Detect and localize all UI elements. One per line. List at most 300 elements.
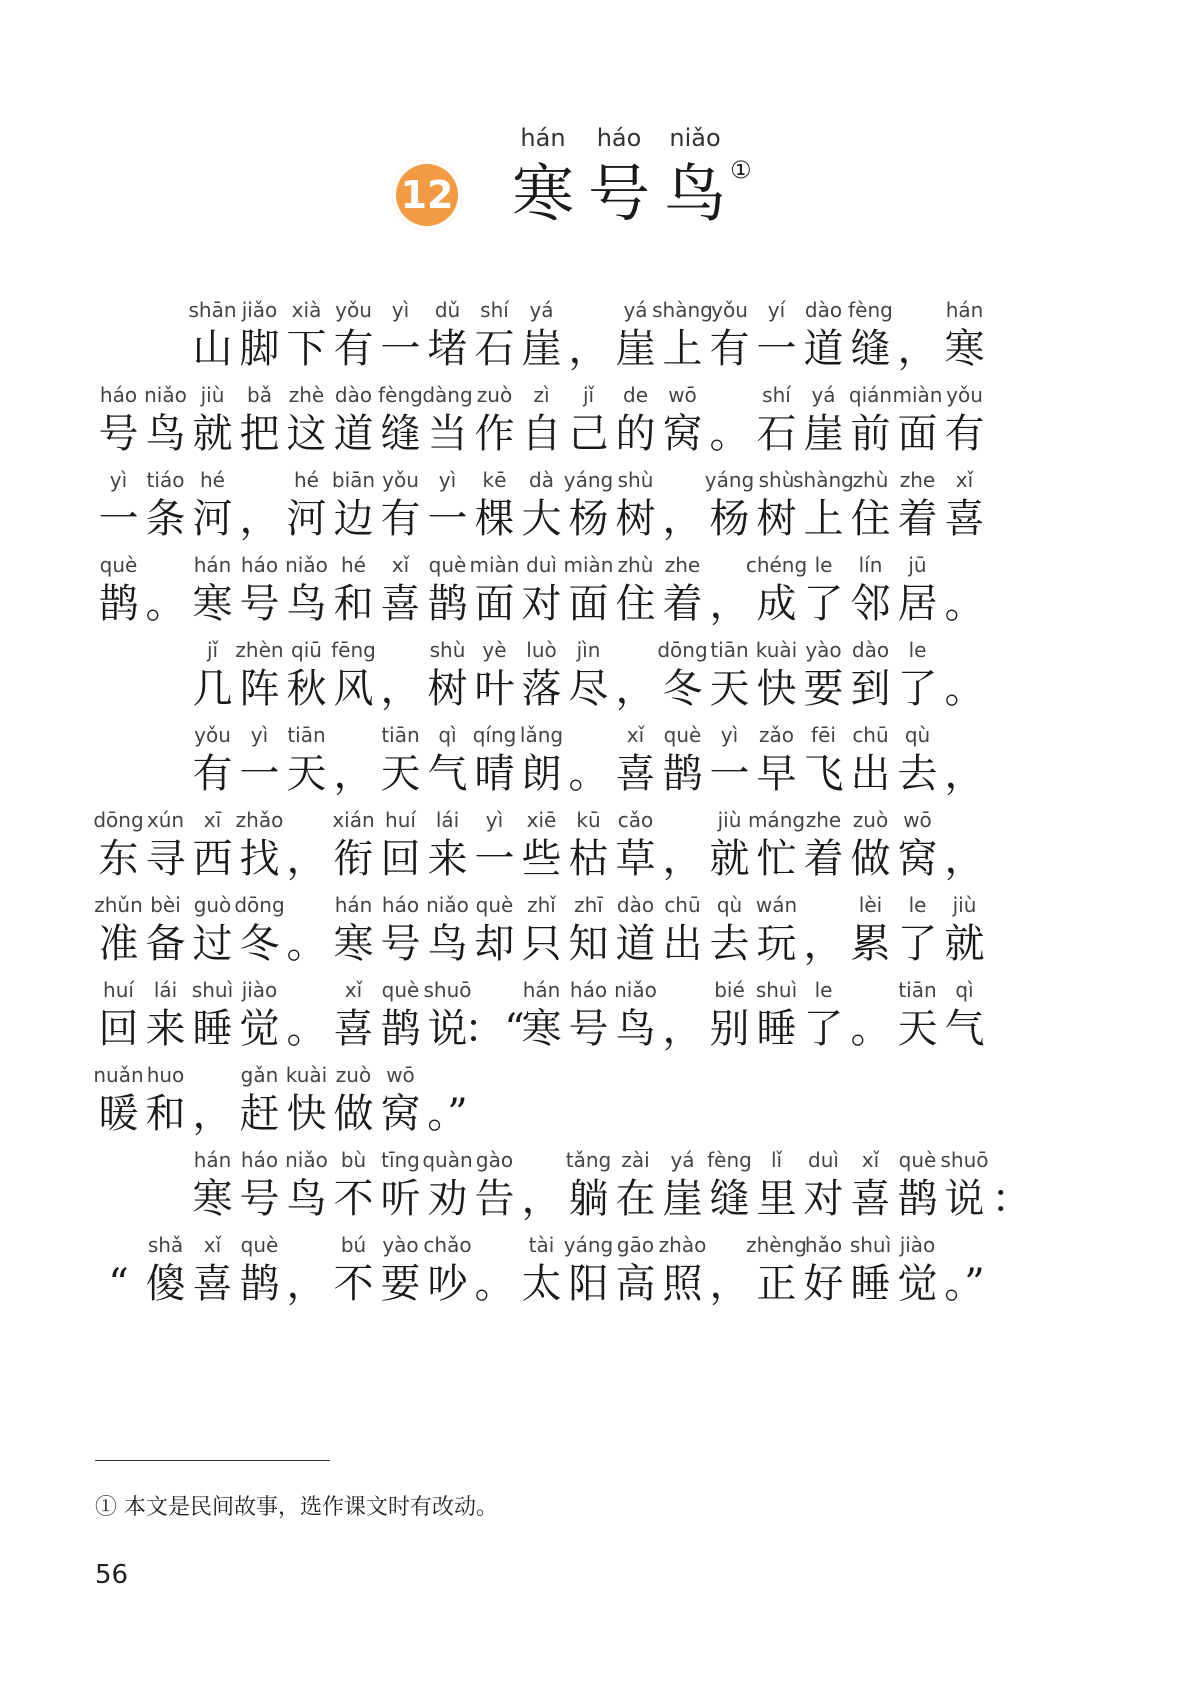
char-cell xyxy=(236,295,283,373)
hanzi: 棵 xyxy=(474,496,515,542)
hanzi: 道 xyxy=(615,921,656,967)
pinyin: yì xyxy=(485,808,504,832)
char-cell xyxy=(612,380,659,458)
char-cell xyxy=(330,720,377,798)
hanzi: 出 xyxy=(662,921,703,967)
char-cell xyxy=(753,380,800,458)
pinyin: què xyxy=(898,1148,937,1172)
pinyin: huí xyxy=(103,978,134,1002)
char-cell xyxy=(142,1230,189,1308)
pinyin: nuǎn xyxy=(93,1063,144,1087)
pinyin: duì xyxy=(526,553,557,577)
char-cell xyxy=(377,720,424,798)
hanzi: “ xyxy=(108,1261,129,1307)
pinyin: miàn xyxy=(469,553,520,577)
hanzi: 河 xyxy=(192,496,233,542)
title-char xyxy=(581,120,657,232)
pinyin: xǐ xyxy=(861,1148,880,1172)
hanzi: 了 xyxy=(803,1006,844,1052)
hanzi: 暖 xyxy=(98,1091,139,1137)
pinyin: shí xyxy=(480,298,509,322)
char-cell xyxy=(424,465,471,543)
hanzi: 说 xyxy=(427,1006,468,1052)
hanzi: 大 xyxy=(521,496,562,542)
pinyin: háo xyxy=(381,893,420,917)
pinyin: dào xyxy=(616,893,655,917)
hanzi: 缝 xyxy=(380,411,421,457)
char-cell xyxy=(800,295,847,373)
hanzi: ， xyxy=(803,921,844,967)
char-cell xyxy=(847,295,894,373)
hanzi: 树 xyxy=(615,496,656,542)
char-cell xyxy=(283,550,330,628)
char-cell xyxy=(189,1060,236,1138)
pinyin: bèi xyxy=(150,893,181,917)
pinyin: hán xyxy=(193,553,232,577)
hanzi: 。” xyxy=(427,1091,468,1137)
pinyin: tiáo xyxy=(146,468,185,492)
hanzi: 崖 xyxy=(803,411,844,457)
hanzi: ， xyxy=(944,836,985,882)
char-cell xyxy=(659,805,706,883)
hanzi: 早 xyxy=(756,751,797,797)
title-hanzi: 寒 xyxy=(511,157,574,230)
hanzi: 边 xyxy=(333,496,374,542)
char-cell xyxy=(706,720,753,798)
pinyin: wō xyxy=(668,383,697,407)
char-cell xyxy=(424,295,471,373)
char-cell xyxy=(746,1230,807,1308)
char-cell xyxy=(565,550,612,628)
hanzi: 寒 xyxy=(192,581,233,627)
hanzi: 来 xyxy=(427,836,468,882)
pinyin: xǐ xyxy=(344,978,363,1002)
char-cell xyxy=(283,1145,330,1223)
hanzi: ， xyxy=(709,581,750,627)
pinyin: hé xyxy=(200,468,225,492)
pinyin: jiǎo xyxy=(241,298,278,322)
hanzi: 了 xyxy=(897,666,938,712)
char-cell xyxy=(565,720,612,798)
char-cell xyxy=(95,890,142,968)
pinyin: yì xyxy=(109,468,128,492)
pinyin: le xyxy=(908,638,927,662)
hanzi: 觉 xyxy=(897,1261,938,1307)
hanzi: 听 xyxy=(380,1176,421,1222)
hanzi: 住 xyxy=(615,581,656,627)
footnote-marker: ① xyxy=(730,156,752,184)
pinyin: shān xyxy=(188,298,237,322)
hanzi: 喜 xyxy=(944,496,985,542)
title-char xyxy=(657,120,733,232)
hanzi: 这 xyxy=(286,411,327,457)
char-cell xyxy=(424,380,471,458)
char-cell xyxy=(283,635,330,713)
char-cell xyxy=(142,380,189,458)
char-cell xyxy=(706,380,753,458)
pinyin: shù xyxy=(617,468,654,492)
pinyin: jiù xyxy=(952,893,977,917)
hanzi: 鸟 xyxy=(427,921,468,967)
hanzi: 号 xyxy=(239,1176,280,1222)
hanzi: 草 xyxy=(615,836,656,882)
char-cell xyxy=(142,550,189,628)
pinyin: zuò xyxy=(852,808,889,832)
char-cell xyxy=(659,465,706,543)
hanzi: 风 xyxy=(333,666,374,712)
pinyin: zhī xyxy=(574,893,603,917)
hanzi: 。 xyxy=(709,411,750,457)
hanzi: 叶 xyxy=(474,666,515,712)
pinyin: kuài xyxy=(755,638,798,662)
pinyin: chū xyxy=(852,723,889,747)
pinyin: fèng xyxy=(848,298,893,322)
pinyin: zhèn xyxy=(235,638,284,662)
char-cell xyxy=(747,805,806,883)
hanzi: 。 xyxy=(286,1006,327,1052)
pinyin: zhù xyxy=(852,468,889,492)
pinyin: què xyxy=(475,893,514,917)
hanzi: 崖 xyxy=(662,1176,703,1222)
char-cell xyxy=(236,890,283,968)
pinyin: yì xyxy=(438,468,457,492)
pinyin: zì xyxy=(533,383,550,407)
pinyin: shù xyxy=(429,638,466,662)
hanzi: 号 xyxy=(380,921,421,967)
hanzi: 。 xyxy=(944,581,985,627)
pinyin: hán xyxy=(193,1148,232,1172)
char-cell xyxy=(894,635,941,713)
hanzi: 和 xyxy=(145,1091,186,1137)
pinyin: fèng xyxy=(378,383,423,407)
hanzi: 回 xyxy=(380,836,421,882)
char-cell xyxy=(283,1230,330,1308)
hanzi: 树 xyxy=(756,496,797,542)
text-line xyxy=(95,465,988,543)
hanzi: 准 xyxy=(98,921,139,967)
hanzi: 前 xyxy=(850,411,891,457)
char-cell xyxy=(518,720,565,798)
hanzi: 好 xyxy=(803,1261,844,1307)
char-cell xyxy=(236,1060,283,1138)
char-cell xyxy=(753,635,800,713)
hanzi: 鸟 xyxy=(286,581,327,627)
pinyin: xiē xyxy=(526,808,557,832)
text-line xyxy=(95,805,988,883)
hanzi: 一 xyxy=(756,326,797,372)
hanzi: 却 xyxy=(474,921,515,967)
char-cell xyxy=(894,720,941,798)
char-cell xyxy=(283,380,330,458)
pinyin: yá xyxy=(811,383,836,407)
char-cell xyxy=(753,1145,800,1223)
char-cell xyxy=(377,805,424,883)
pinyin: xià xyxy=(291,298,322,322)
pinyin: yá xyxy=(529,298,554,322)
char-cell xyxy=(471,380,518,458)
pinyin: què xyxy=(381,978,420,1002)
hanzi: 窝 xyxy=(662,411,703,457)
pinyin: shuō xyxy=(423,978,472,1002)
text-line xyxy=(95,550,988,628)
hanzi: 快 xyxy=(756,666,797,712)
char-cell xyxy=(659,975,706,1053)
pinyin: tīng xyxy=(381,1148,420,1172)
hanzi: 晴 xyxy=(474,751,515,797)
char-cell xyxy=(612,975,659,1053)
pinyin: yǒu xyxy=(711,298,748,322)
char-cell xyxy=(189,1145,236,1223)
text-line xyxy=(95,890,988,968)
hanzi: 树 xyxy=(427,666,468,712)
pinyin: zhe xyxy=(899,468,936,492)
pinyin: shuì xyxy=(191,978,234,1002)
pinyin: bù xyxy=(340,1148,367,1172)
char-cell xyxy=(424,1060,471,1138)
char-cell xyxy=(471,550,518,628)
hanzi: 和 xyxy=(333,581,374,627)
pinyin: zuò xyxy=(476,383,513,407)
text-line xyxy=(189,635,988,713)
char-cell xyxy=(377,380,424,458)
pinyin: le xyxy=(814,553,833,577)
hanzi: 就 xyxy=(709,836,750,882)
hanzi: 做 xyxy=(850,836,891,882)
pinyin: yá xyxy=(623,298,648,322)
title-characters xyxy=(505,120,733,232)
char-cell xyxy=(753,975,800,1053)
pinyin: dōng xyxy=(93,808,144,832)
pinyin: qíng xyxy=(472,723,517,747)
pinyin: lǐ xyxy=(770,1148,783,1172)
char-cell xyxy=(847,1230,894,1308)
pinyin: què xyxy=(428,553,467,577)
hanzi: 窝 xyxy=(897,836,938,882)
char-cell xyxy=(330,1145,377,1223)
char-cell xyxy=(800,720,847,798)
hanzi: 鹊 xyxy=(662,751,703,797)
hanzi: 傻 xyxy=(145,1261,186,1307)
hanzi: 高 xyxy=(615,1261,656,1307)
pinyin: yáng xyxy=(704,468,755,492)
char-cell xyxy=(471,635,518,713)
pinyin: huo xyxy=(146,1063,185,1087)
hanzi: 里 xyxy=(756,1176,797,1222)
char-cell xyxy=(565,295,612,373)
char-cell xyxy=(471,465,518,543)
hanzi: 阳 xyxy=(568,1261,609,1307)
char-cell xyxy=(565,1145,612,1223)
pinyin: luò xyxy=(526,638,557,662)
char-cell xyxy=(518,805,565,883)
pinyin: tiān xyxy=(381,723,420,747)
char-cell xyxy=(236,805,283,883)
char-cell xyxy=(518,1230,565,1308)
pinyin: dà xyxy=(529,468,554,492)
char-cell xyxy=(894,805,941,883)
pinyin: gāo xyxy=(616,1233,655,1257)
pinyin: fēng xyxy=(331,638,376,662)
hanzi: 去 xyxy=(709,921,750,967)
char-cell xyxy=(565,890,612,968)
hanzi: 天 xyxy=(286,751,327,797)
char-cell xyxy=(95,805,142,883)
char-cell xyxy=(518,465,565,543)
pinyin: zài xyxy=(621,1148,650,1172)
hanzi: 告 xyxy=(474,1176,515,1222)
hanzi: ， xyxy=(286,1261,327,1307)
char-cell xyxy=(941,380,988,458)
hanzi: 寒 xyxy=(333,921,374,967)
char-cell xyxy=(142,465,189,543)
char-cell xyxy=(424,550,471,628)
char-cell xyxy=(330,635,377,713)
hanzi: 脚 xyxy=(239,326,280,372)
char-cell xyxy=(142,890,189,968)
hanzi: 累 xyxy=(850,921,891,967)
char-cell xyxy=(659,550,706,628)
char-cell xyxy=(424,1145,471,1223)
text-line xyxy=(189,295,988,373)
pinyin: bú xyxy=(340,1233,367,1257)
hanzi: 朗 xyxy=(521,751,562,797)
hanzi: 一 xyxy=(380,326,421,372)
pinyin: jiào xyxy=(899,1233,936,1257)
pinyin: chū xyxy=(664,893,701,917)
pinyin: lèi xyxy=(858,893,883,917)
pinyin: duì xyxy=(808,1148,839,1172)
char-cell xyxy=(518,550,565,628)
pinyin: wō xyxy=(386,1063,415,1087)
char-cell xyxy=(565,805,612,883)
pinyin: lǎng xyxy=(519,723,564,747)
hanzi: 有 xyxy=(333,326,374,372)
char-cell xyxy=(189,805,236,883)
hanzi: 石 xyxy=(474,326,515,372)
char-cell xyxy=(894,295,941,373)
char-cell xyxy=(330,550,377,628)
text-line xyxy=(95,1060,471,1138)
char-cell xyxy=(612,805,659,883)
pinyin: zhǔn xyxy=(94,893,143,917)
hanzi: 太 xyxy=(521,1261,562,1307)
char-cell xyxy=(283,890,330,968)
hanzi: 知 xyxy=(568,921,609,967)
char-cell xyxy=(189,465,236,543)
pinyin: yì xyxy=(720,723,739,747)
pinyin: yáng xyxy=(563,468,614,492)
pinyin: de xyxy=(623,383,648,407)
hanzi: 。 xyxy=(568,751,609,797)
char-cell xyxy=(236,465,283,543)
hanzi: 道 xyxy=(333,411,374,457)
pinyin: háo xyxy=(240,1148,279,1172)
hanzi: 找 xyxy=(239,836,280,882)
char-cell xyxy=(471,1145,518,1223)
pinyin: hé xyxy=(294,468,319,492)
hanzi: 就 xyxy=(192,411,233,457)
char-cell xyxy=(283,805,330,883)
pinyin: shù xyxy=(758,468,795,492)
char-cell xyxy=(236,1145,283,1223)
hanzi: 天 xyxy=(897,1006,938,1052)
hanzi: 对 xyxy=(803,1176,844,1222)
char-cell xyxy=(142,1060,189,1138)
pinyin: le xyxy=(814,978,833,1002)
hanzi: ：“ xyxy=(464,1006,525,1052)
pinyin: wō xyxy=(903,808,932,832)
text-line xyxy=(95,975,988,1053)
char-cell xyxy=(330,805,377,883)
char-cell xyxy=(189,635,236,713)
hanzi: 回 xyxy=(98,1006,139,1052)
pinyin: lái xyxy=(435,808,460,832)
text-line xyxy=(189,1145,1035,1223)
pinyin: xǐ xyxy=(203,1233,222,1257)
hanzi: ， xyxy=(944,751,985,797)
pinyin: shuì xyxy=(849,1233,892,1257)
hanzi: 喜 xyxy=(615,751,656,797)
hanzi: 鹊 xyxy=(380,1006,421,1052)
char-cell xyxy=(330,380,377,458)
char-cell xyxy=(800,890,847,968)
char-cell xyxy=(330,1060,377,1138)
char-cell xyxy=(847,1145,894,1223)
char-cell xyxy=(847,890,894,968)
char-cell xyxy=(847,380,894,458)
hanzi: 只 xyxy=(521,921,562,967)
char-cell xyxy=(283,295,330,373)
pinyin: zhǐ xyxy=(527,893,556,917)
pinyin: lái xyxy=(153,978,178,1002)
pinyin: niǎo xyxy=(285,553,328,577)
char-cell xyxy=(941,295,988,373)
char-cell xyxy=(518,1145,565,1223)
char-cell xyxy=(189,380,236,458)
pinyin: fèng xyxy=(707,1148,752,1172)
char-cell xyxy=(659,890,706,968)
pinyin: shǎ xyxy=(147,1233,184,1257)
hanzi: 当 xyxy=(427,411,468,457)
char-cell xyxy=(283,975,330,1053)
char-cell xyxy=(941,975,988,1053)
pinyin: què xyxy=(240,1233,279,1257)
hanzi: 着 xyxy=(662,581,703,627)
pinyin: yǒu xyxy=(194,723,231,747)
char-cell xyxy=(894,1145,941,1223)
hanzi: 河 xyxy=(286,496,327,542)
pinyin: hán xyxy=(522,978,561,1002)
char-cell xyxy=(706,805,753,883)
hanzi: 在 xyxy=(615,1176,656,1222)
char-cell xyxy=(706,890,753,968)
pinyin: kuài xyxy=(285,1063,328,1087)
char-cell xyxy=(941,635,988,713)
pinyin: zhe xyxy=(664,553,701,577)
hanzi: 备 xyxy=(145,921,186,967)
pinyin: què xyxy=(99,553,138,577)
hanzi: 缝 xyxy=(850,326,891,372)
char-cell xyxy=(612,550,659,628)
char-cell xyxy=(988,1145,1035,1223)
hanzi: 山 xyxy=(192,326,233,372)
hanzi: 对 xyxy=(521,581,562,627)
hanzi: 号 xyxy=(239,581,280,627)
char-cell xyxy=(95,465,142,543)
char-cell xyxy=(283,720,330,798)
hanzi: 睡 xyxy=(850,1261,891,1307)
pinyin: zhè xyxy=(288,383,325,407)
